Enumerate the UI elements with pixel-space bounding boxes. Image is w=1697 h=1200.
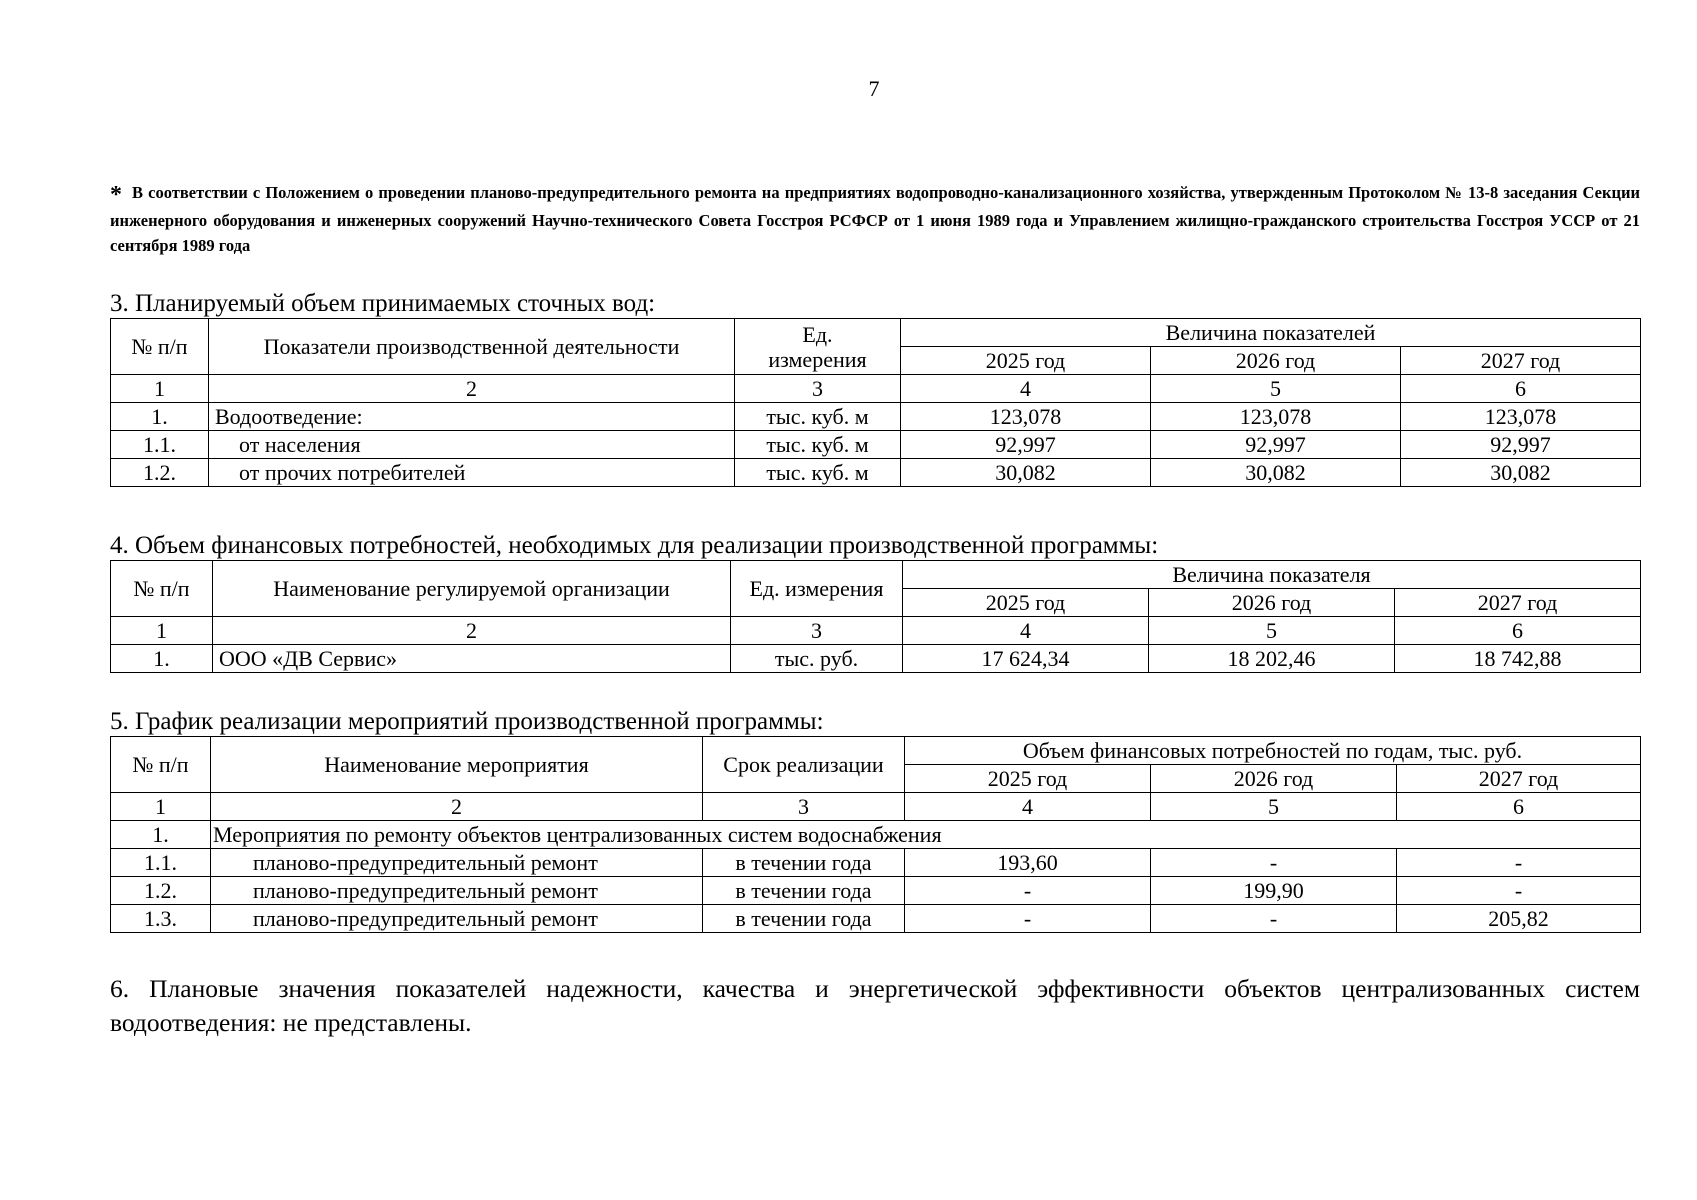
header-values: Величина показателей — [901, 319, 1641, 347]
col-number: 5 — [1151, 375, 1401, 403]
header-year: 2025 год — [905, 765, 1151, 793]
row-value-2025: 193,60 — [905, 849, 1151, 877]
row-name: планово-предупредительный ремонт — [211, 905, 703, 933]
row-value-2026: 30,082 — [1151, 459, 1401, 487]
section4-title: 4. Объем финансовых потребностей, необходимых для реализации производственной программы: — [110, 532, 1159, 559]
header-unit: Ед. измерения — [731, 561, 903, 617]
page-number: 7 — [868, 76, 880, 101]
row-unit: тыс. куб. м — [735, 459, 901, 487]
row-num: 1.2. — [111, 877, 211, 905]
column-number-row — [111, 617, 1641, 645]
row-value-2027: - — [1397, 849, 1641, 877]
row-value-2025: 92,997 — [901, 431, 1151, 459]
col-number: 6 — [1395, 617, 1641, 645]
col-number: 5 — [1151, 793, 1397, 821]
col-number: 3 — [735, 375, 901, 403]
col-number: 5 — [1149, 617, 1395, 645]
row-value-2027: 123,078 — [1401, 403, 1641, 431]
header-year: 2027 год — [1397, 765, 1641, 793]
row-value-2026: - — [1151, 905, 1397, 933]
table-row — [111, 431, 1641, 459]
header-unit: Ед. измерения — [735, 319, 901, 375]
col-number: 4 — [903, 617, 1149, 645]
col-number: 3 — [703, 793, 905, 821]
row-term: в течении года — [703, 877, 905, 905]
header-year: 2026 год — [1149, 589, 1395, 617]
section6-text: 6. Плановые значения показателей надежности, качества и энергетической эффективности объектов централизованных систем водоотведения: не представлены. — [110, 974, 1640, 1037]
row-value-2026: 199,90 — [1151, 877, 1397, 905]
header-org: Наименование регулируемой организации — [213, 561, 731, 617]
row-num: 1. — [111, 821, 211, 849]
row-value-2027: 30,082 — [1401, 459, 1641, 487]
row-value-2025: 123,078 — [901, 403, 1151, 431]
table-row — [111, 645, 1641, 673]
row-unit: тыс. руб. — [731, 645, 903, 673]
group-row — [111, 821, 1641, 849]
header-values: Объем финансовых потребностей по годам, тыс. руб. — [905, 737, 1641, 765]
row-num: 1.1. — [111, 431, 209, 459]
row-num: 1.3. — [111, 905, 211, 933]
row-value-2025: - — [905, 905, 1151, 933]
header-year: 2025 год — [903, 589, 1149, 617]
table-row — [111, 849, 1641, 877]
row-value-2026: - — [1151, 849, 1397, 877]
row-unit: тыс. куб. м — [735, 431, 901, 459]
column-number-row — [111, 793, 1641, 821]
col-number: 3 — [731, 617, 903, 645]
row-num: 1. — [111, 403, 209, 431]
row-name: от населения — [209, 431, 735, 459]
header-event: Наименование мероприятия — [211, 737, 703, 793]
header-year: 2025 год — [901, 347, 1151, 375]
row-value-2026: 123,078 — [1151, 403, 1401, 431]
row-value-2027: 92,997 — [1401, 431, 1641, 459]
row-value-2027: 205,82 — [1397, 905, 1641, 933]
footnote-marker: * — [110, 182, 122, 208]
row-value-2026: 18 202,46 — [1149, 645, 1395, 673]
footnote-text: В соответствии с Положением о проведении планово-предупредительного ремонта на предприятиях водопроводно-канализационного хозяйства, утвержденным Протоколом № 13-8 заседания Секции инженерного оборудования и инженерных сооружений Научно-технического Совета Госстроя РСФСР от 1 июня 1989 года и Управлением жилищно-гражданского строительства Госстроя УССР от 21 сентября 1989 года — [110, 183, 1640, 255]
header-year: 2026 год — [1151, 765, 1397, 793]
row-unit: тыс. куб. м — [735, 403, 901, 431]
header-term: Срок реализации — [703, 737, 905, 793]
header-year: 2026 год — [1151, 347, 1401, 375]
col-number: 2 — [209, 375, 735, 403]
col-number: 4 — [905, 793, 1151, 821]
table-row — [111, 877, 1641, 905]
table-row — [111, 905, 1641, 933]
row-term: в течении года — [703, 849, 905, 877]
col-number: 6 — [1397, 793, 1641, 821]
footnote — [110, 180, 1640, 258]
row-num: 1.2. — [111, 459, 209, 487]
section3-title: 3. Планируемый объем принимаемых сточных вод: — [110, 290, 656, 317]
header-num: № п/п — [111, 737, 211, 793]
col-number: 4 — [901, 375, 1151, 403]
row-name: ООО «ДВ Сервис» — [213, 645, 731, 673]
row-name: планово-предупредительный ремонт — [211, 849, 703, 877]
row-name: от прочих потребителей — [209, 459, 735, 487]
row-term: в течении года — [703, 905, 905, 933]
row-name: планово-предупредительный ремонт — [211, 877, 703, 905]
header-year: 2027 год — [1395, 589, 1641, 617]
header-year: 2027 год — [1401, 347, 1641, 375]
col-number: 1 — [111, 793, 211, 821]
section5-table — [110, 736, 1641, 933]
header-indicator: Показатели производственной деятельности — [209, 319, 735, 375]
row-value-2025: 17 624,34 — [903, 645, 1149, 673]
row-value-2025: 30,082 — [901, 459, 1151, 487]
header-values: Величина показателя — [903, 561, 1641, 589]
table-row — [111, 403, 1641, 431]
row-value-2027: 18 742,88 — [1395, 645, 1641, 673]
header-num: № п/п — [111, 561, 213, 617]
section3-table — [110, 318, 1641, 487]
row-name: Водоотведение: — [209, 403, 735, 431]
row-num: 1.1. — [111, 849, 211, 877]
col-number: 2 — [213, 617, 731, 645]
section4-table — [110, 560, 1641, 673]
col-number: 1 — [111, 375, 209, 403]
row-num: 1. — [111, 645, 213, 673]
col-number: 6 — [1401, 375, 1641, 403]
header-num: № п/п — [111, 319, 209, 375]
column-number-row — [111, 375, 1641, 403]
row-value-2027: - — [1397, 877, 1641, 905]
col-number: 2 — [211, 793, 703, 821]
group-name: Мероприятия по ремонту объектов централизованных систем водоснабжения — [211, 821, 1641, 849]
section5-title: 5. График реализации мероприятий производственной программы: — [110, 708, 824, 735]
row-value-2026: 92,997 — [1151, 431, 1401, 459]
col-number: 1 — [111, 617, 213, 645]
table-row — [111, 459, 1641, 487]
row-value-2025: - — [905, 877, 1151, 905]
